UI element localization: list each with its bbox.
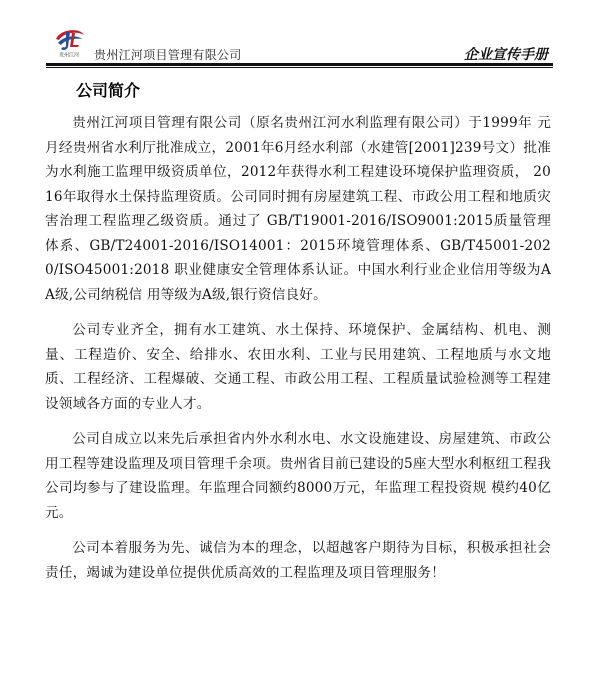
paragraph-projects: 公司自成立以来先后承担省内外水利水电、水文设施建设、房屋建筑、市政公用工程等建设监理及项目管理千余项。贵州省目前已建设的5座大型水利枢纽工程我公司均参与了建设监理。年监理合同额约8000万元，年监理工程投资规 模约40亿元。 [45,431,551,521]
section-title: 公司简介 [76,81,141,100]
paragraph-intro: 贵州江河项目管理有限公司（原名贵州江河水利监理有限公司）于1999年 元月经贵州省水利厅批准成立，2001年6月经水利部（水建管[2001]239号文）批准为水利施工监理甲级资质单位，2012年获得水利工程建设环境保护监理资质， 2016年取得水土保持监理资质。公司同时拥有房屋建筑工程、市政公用工程和地质灾害治理工程监理乙级资质。通过了 GB/T19001-2016/ISO9001:2015质量管理体系、GB/T24001-2016/ISO14001：2015环境管理体系、GB/T45001-2020/ISO45001:2018 职业健康安全管理体系认证。中国水利行业企业信用等级为AA级,公司纳税信 用等级为A级,银行资信良好。 [45,115,551,303]
paragraph-expertise: 公司专业齐全，拥有水工建筑、水土保持、环境保护、金属结构、机电、测量、工程造价、安全、给排水、农田水利、工业与民用建筑、工程地质与水文地质、工程经济、工程爆破、交通工程、市政公用工程、工程质量试验检测等工程建设领域各方面的专业人才。 [45,322,551,412]
header-divider-thick [46,63,553,66]
logo-text: 贵州江河 [58,52,80,59]
header-divider-thin [46,67,553,68]
page-header [0,0,593,70]
company-logo [50,27,88,59]
paragraph-philosophy: 公司本着服务为先、诚信为本的理念，以超越客户期待为目标，积极承担社会责任，竭诚为建设单位提供优质高效的工程监理及项目管理服务！ [45,540,551,581]
body-content [45,111,551,596]
manual-title: 企业宣传手册 [464,47,548,63]
company-name: 贵州江河项目管理有限公司 [94,48,242,62]
